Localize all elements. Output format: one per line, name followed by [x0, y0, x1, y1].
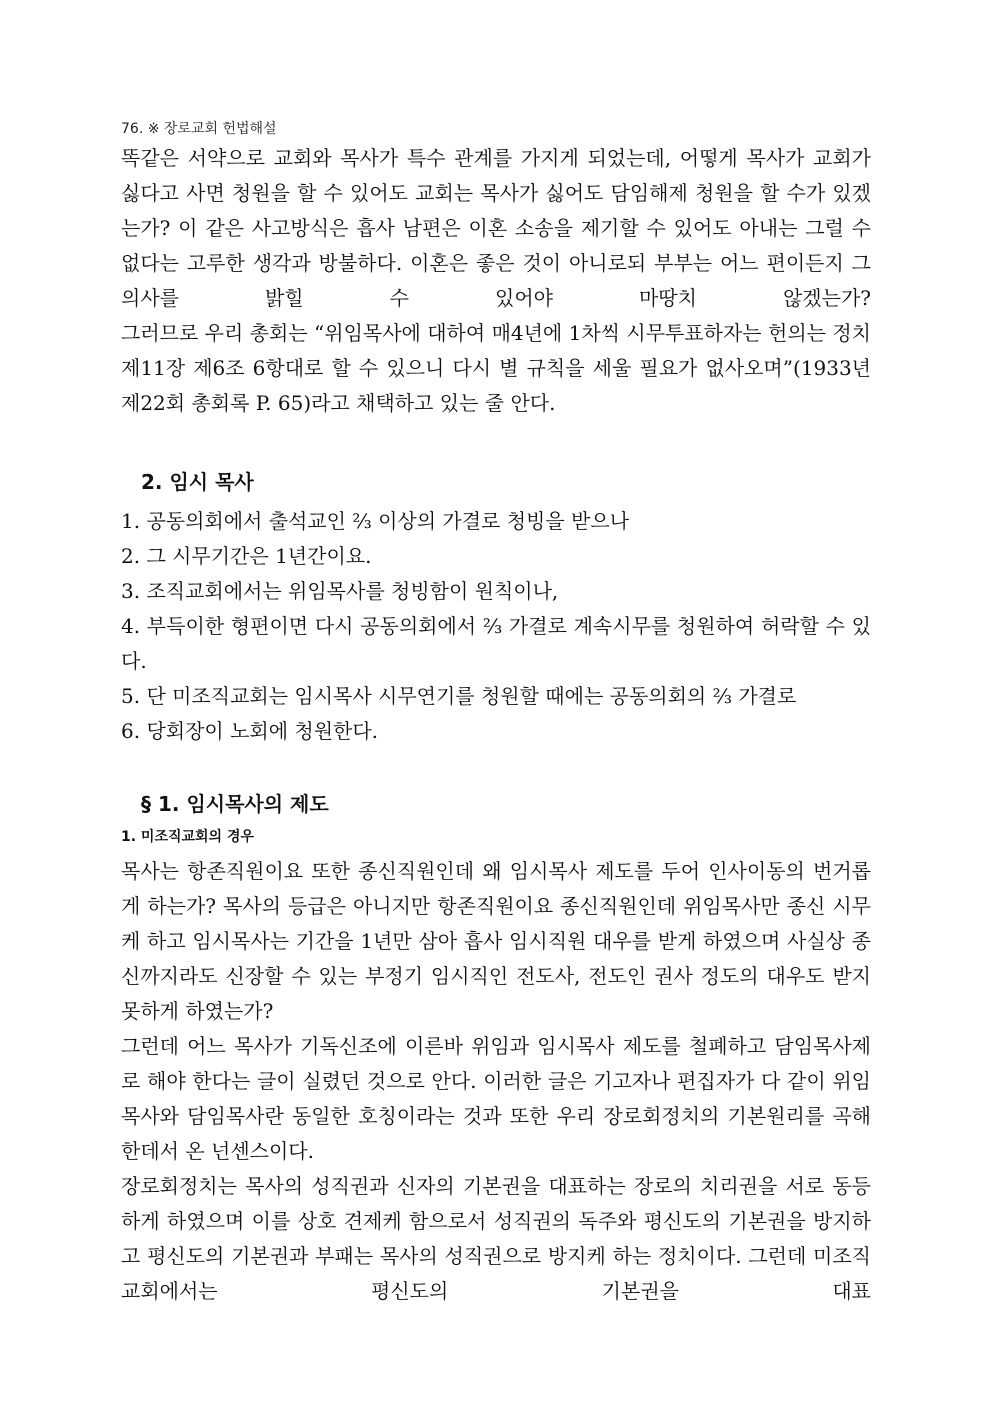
list-item: 2. 그 시무기간은 1년간이요. — [121, 544, 372, 568]
section-temporary-pastor-system — [121, 787, 871, 1309]
list-item: 6. 당회장이 노회에 청원한다. — [121, 719, 379, 743]
sub-heading: 1. 미조직교회의 경우 — [121, 829, 254, 845]
section-temporary-pastor — [121, 465, 871, 749]
section-heading: 2. 임시 목사 — [141, 470, 254, 494]
list-item: 3. 조직교회에서는 위임목사를 청빙함이 원칙이나, — [121, 579, 559, 603]
section-heading: § 1. 임시목사의 제도 — [141, 792, 329, 816]
list-item: 5. 단 미조직교회는 임시목사 시무연기를 청원할 때에는 공동의회의 ⅔ 가결로 — [121, 684, 797, 708]
list-item: 1. 공동의회에서 출석교인 ⅔ 이상의 가결로 청빙을 받으나 — [121, 509, 630, 533]
list-item: 4. 부득이한 형편이면 다시 공동의회에서 ⅔ 가결로 계속시무를 청원하여 허락할 수 있다. — [121, 614, 871, 673]
paragraph: 장로회정치는 목사의 성직권과 신자의 기본권을 대표하는 장로의 치리권을 서로 동등하게 하였으며 이를 상호 견제케 함으로서 성직권의 독주와 평신도의 기본권을 방지하고 평신도의 기본권과 부패는 목사의 성직권으로 방지케 하는 정치이다. 그런데 미조직교회에서는 평신도의 기본권을 대표 — [121, 1174, 871, 1303]
paragraph: 그러므로 우리 총회는 “위임목사에 대하여 매4년에 1차씩 시무투표하자는 헌의는 정치 제11장 제6조 6항대로 할 수 있으니 다시 별 규칙을 세울 필요가 없사오며”(1933년 제22회 총회록 P. 65)라고 채택하고 있는 줄 안다. — [121, 321, 871, 415]
paragraph: 똑같은 서약으로 교회와 목사가 특수 관계를 가지게 되었는데, 어떻게 목사가 교회가 싫다고 사면 청원을 할 수 있어도 교회는 목사가 싫어도 담임해제 청원을 할 수가 있겠는가? 이 같은 사고방식은 흡사 남편은 이혼 소송을 제기할 수 있어도 아내는 그럴 수 없다는 고루한 생각과 방불하다. 이혼은 좋은 것이 아니로되 부부는 어느 편이든지 그 의사를 밝힐 수 있어야 마땅치 않겠는가? — [121, 146, 871, 310]
paragraph: 그런데 어느 목사가 기독신조에 이른바 위임과 임시목사 제도를 철폐하고 담임목사제로 해야 한다는 글이 실렸던 것으로 안다. 이러한 글은 기고자나 편집자가 다 같이 위임목사와 담임목사란 동일한 호칭이라는 것과 또한 우리 장로회정치의 기본원리를 곡해한데서 온 넌센스이다. — [121, 1034, 871, 1163]
page-header: 76. ※ 장로교회 헌법해설 — [121, 121, 277, 137]
paragraph: 목사는 항존직원이요 또한 종신직원인데 왜 임시목사 제도를 두어 인사이동의 번거롭게 하는가? 목사의 등급은 아니지만 항존직원이요 종신직원인데 위임목사만 종신 시무케 하고 임시목사는 기간을 1년만 삼아 흡사 임시직원 대우를 받게 하였으며 사실상 종신까지라도 신장할 수 있는 부정기 임시직인 전도사, 전도인 권사 정도의 대우도 받지 못하게 하였는가? — [121, 859, 871, 1023]
intro-text — [121, 141, 871, 421]
